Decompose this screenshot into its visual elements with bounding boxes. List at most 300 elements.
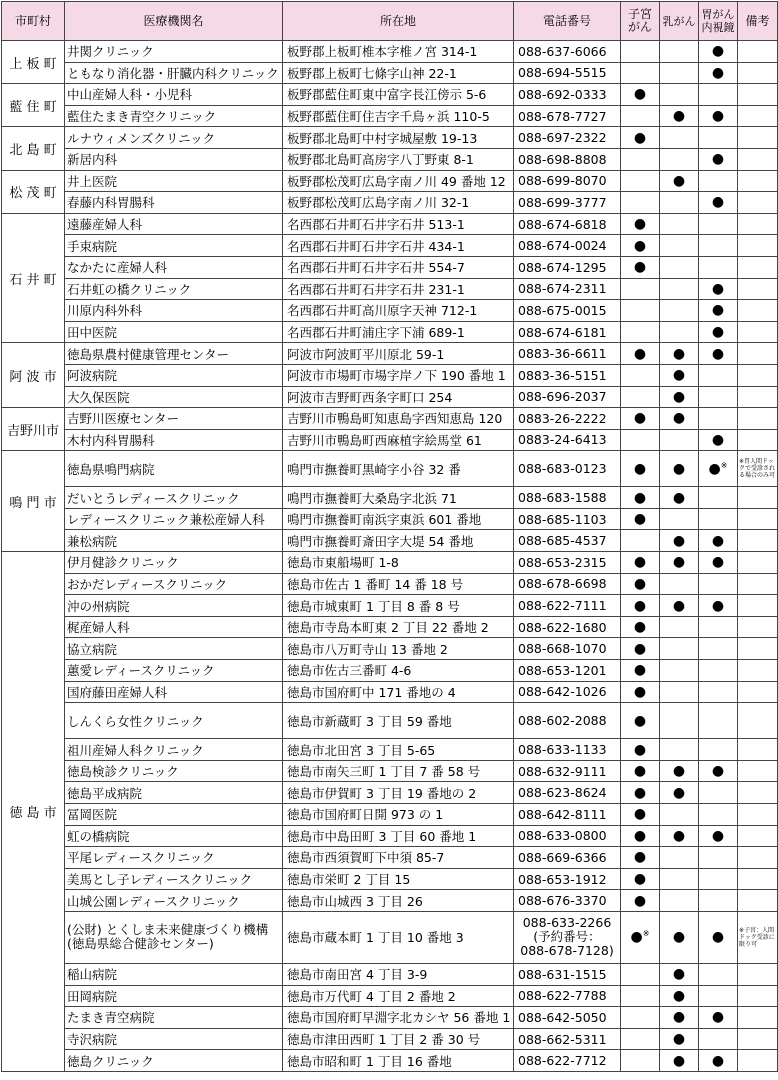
breast-mark — [660, 703, 699, 739]
phone-number: 088-631-1515 — [514, 963, 621, 985]
cervical-mark — [621, 451, 660, 487]
breast-mark — [660, 681, 699, 703]
gastro-mark — [699, 300, 738, 322]
institution-name: 沖の州病院 — [65, 595, 283, 617]
breast-mark — [660, 343, 699, 365]
note-cell: ※胃人間ドックで受診される場合のみ可 — [738, 451, 778, 487]
address: 徳島市伊賀町 3 丁目 19 番地の 2 — [283, 782, 514, 804]
breast-mark — [660, 739, 699, 761]
note-cell — [738, 1050, 778, 1072]
municipality-cell: 吉野川市 — [2, 408, 65, 451]
institution-name: 遠藤産婦人科 — [65, 213, 283, 235]
address: 名西郡石井町石井字石井 513-1 — [283, 213, 514, 235]
institution-name: 木村内科胃腸科 — [65, 429, 283, 451]
address: 板野郡北島町中村字城屋敷 19-13 — [283, 127, 514, 149]
address: 徳島市国府町早淵字北カシヤ 56 番地 1 — [283, 1007, 514, 1029]
cervical-mark — [621, 638, 660, 660]
table-row — [2, 192, 778, 214]
institution-name: 国府藤田産婦人科 — [65, 681, 283, 703]
mark-dot: ● — [672, 1052, 686, 1069]
gastro-mark — [699, 213, 738, 235]
institution-name: たまき青空病院 — [65, 1007, 283, 1029]
institution-name: 手束病院 — [65, 235, 283, 257]
phone-number: 0883-26-2222 — [514, 408, 621, 430]
phone-number: 088-678-7727 — [514, 105, 621, 127]
breast-mark — [660, 804, 699, 826]
institution-name: 川原内科外科 — [65, 300, 283, 322]
gastro-mark — [699, 256, 738, 278]
table-row — [2, 1028, 778, 1050]
mark-dot: ● — [711, 151, 725, 168]
breast-mark — [660, 868, 699, 890]
note-cell — [738, 364, 778, 386]
table-row — [2, 105, 778, 127]
gastro-mark — [699, 616, 738, 638]
breast-mark — [660, 985, 699, 1007]
note-cell — [738, 530, 778, 552]
note-cell — [738, 408, 778, 430]
institution-name: 兼松病院 — [65, 530, 283, 552]
table-row — [2, 595, 778, 617]
mark-dot: ● — [633, 554, 647, 571]
breast-mark — [660, 638, 699, 660]
cervical-mark — [621, 703, 660, 739]
note-cell — [738, 573, 778, 595]
gastro-mark — [699, 638, 738, 660]
table-row — [2, 278, 778, 300]
table-row — [2, 638, 778, 660]
breast-mark — [660, 256, 699, 278]
cervical-mark — [621, 573, 660, 595]
table-row — [2, 782, 778, 804]
cervical-mark — [621, 105, 660, 127]
gastro-mark — [699, 321, 738, 343]
institution-name: 徳島県農村健康管理センター — [65, 343, 283, 365]
cervical-mark — [621, 170, 660, 192]
address: 徳島市北田宮 3 丁目 5-65 — [283, 739, 514, 761]
breast-mark — [660, 573, 699, 595]
institution-name: 春藤内科胃腸科 — [65, 192, 283, 214]
address: 板野郡北島町高房字八丁野東 8-1 — [283, 148, 514, 170]
gastro-mark — [699, 364, 738, 386]
municipality-cell: 阿 波 市 — [2, 343, 65, 408]
municipality-cell: 上 板 町 — [2, 41, 65, 84]
header-municipality: 市町村 — [2, 2, 65, 41]
phone-number: 0883-36-6611 — [514, 343, 621, 365]
phone-number: 088-694-5515 — [514, 62, 621, 84]
table-row — [2, 343, 778, 365]
note-cell — [738, 638, 778, 660]
address: 吉野川市鴨島町知恵島字西知恵島 120 — [283, 408, 514, 430]
institution-name: 吉野川医療センター — [65, 408, 283, 430]
address: 板野郡藍住町住吉字千鳥ヶ浜 110-5 — [283, 105, 514, 127]
table-row — [2, 552, 778, 574]
gastro-mark — [699, 192, 738, 214]
note-cell — [738, 660, 778, 682]
address: 徳島市八万町寺山 13 番地 2 — [283, 638, 514, 660]
breast-mark — [660, 595, 699, 617]
table-row — [2, 256, 778, 278]
gastro-mark — [699, 1028, 738, 1050]
gastro-mark — [699, 170, 738, 192]
mark-dot: ● — [711, 763, 725, 780]
table-row — [2, 213, 778, 235]
gastro-mark — [699, 1050, 738, 1072]
address: 板野郡松茂町広島字南ノ川 32-1 — [283, 192, 514, 214]
gastro-mark — [699, 703, 738, 739]
mark-dot: ● — [633, 86, 647, 103]
cervical-mark — [621, 825, 660, 847]
cervical-mark — [621, 660, 660, 682]
breast-mark — [660, 552, 699, 574]
note-cell — [738, 386, 778, 408]
cervical-mark — [621, 148, 660, 170]
note-cell — [738, 703, 778, 739]
mark-dot: ● — [672, 172, 686, 189]
table-row — [2, 963, 778, 985]
gastro-mark — [699, 1007, 738, 1029]
mark-dot: ● — [633, 712, 647, 729]
table-row — [2, 364, 778, 386]
cervical-mark — [621, 681, 660, 703]
cervical-mark — [621, 595, 660, 617]
address: 徳島市国府町中 171 番地の 4 — [283, 681, 514, 703]
address: 名西郡石井町浦庄字下浦 689-1 — [283, 321, 514, 343]
address: 板野郡松茂町広島字南ノ川 49 番地 12 — [283, 170, 514, 192]
phone-number: 088-622-1680 — [514, 616, 621, 638]
mark-dot: ● — [633, 763, 647, 780]
address: 吉野川市鴨島町西麻植字絵馬堂 61 — [283, 429, 514, 451]
table-row — [2, 41, 778, 63]
institution-name: 新居内科 — [65, 148, 283, 170]
note-cell — [738, 782, 778, 804]
gastro-mark — [699, 573, 738, 595]
gastro-mark — [699, 825, 738, 847]
table-row — [2, 847, 778, 869]
mark-dot: ● — [672, 460, 686, 477]
note-cell — [738, 105, 778, 127]
mark-dot: ● — [672, 108, 686, 125]
note-cell — [738, 681, 778, 703]
note-cell — [738, 429, 778, 451]
table-row — [2, 84, 778, 106]
cervical-mark — [621, 1050, 660, 1072]
address: 鳴門市撫養町斎田字大堤 54 番地 — [283, 530, 514, 552]
cervical-mark — [621, 760, 660, 782]
table-row — [2, 386, 778, 408]
gastro-mark — [699, 985, 738, 1007]
mark-dot: ● — [711, 827, 725, 844]
gastro-mark — [699, 890, 738, 912]
mark-dot: ● — [711, 194, 725, 211]
mark-dot: ● — [711, 43, 725, 60]
breast-mark — [660, 451, 699, 487]
mark-dot: ● — [633, 784, 647, 801]
header-breast: 乳がん — [660, 2, 699, 41]
phone-number: 088-602-2088 — [514, 703, 621, 739]
note-cell — [738, 127, 778, 149]
cervical-mark — [621, 84, 660, 106]
breast-mark — [660, 235, 699, 257]
mark-dot: ● — [672, 763, 686, 780]
mark-dot: ● — [711, 302, 725, 319]
table-row — [2, 616, 778, 638]
note-cell — [738, 508, 778, 530]
breast-mark — [660, 660, 699, 682]
address: 名西郡石井町石井字石井 554-7 — [283, 256, 514, 278]
table-row — [2, 451, 778, 487]
institution-name: 冨岡医院 — [65, 804, 283, 826]
cervical-mark — [621, 963, 660, 985]
address: 徳島市南矢三町 1 丁目 7 番 58 号 — [283, 760, 514, 782]
institution-name: 田中医院 — [65, 321, 283, 343]
cervical-mark — [621, 364, 660, 386]
mark-dot: ● — [633, 683, 647, 700]
breast-mark — [660, 429, 699, 451]
mark-dot: ● — [633, 410, 647, 427]
gastro-mark — [699, 62, 738, 84]
cervical-mark — [621, 782, 660, 804]
mark-dot: ● — [633, 640, 647, 657]
mark-dot: ● — [711, 597, 725, 614]
institution-name: 山城公園レディースクリニック — [65, 890, 283, 912]
institution-name: 阿波病院 — [65, 364, 283, 386]
phone-number: 088-653-1912 — [514, 868, 621, 890]
phone-number: 088-622-7712 — [514, 1050, 621, 1072]
mark-dot: ● — [633, 806, 647, 823]
mark-dot: ● — [633, 489, 647, 506]
breast-mark — [660, 386, 699, 408]
table-row — [2, 1050, 778, 1072]
header-institution: 医療機関名 — [65, 2, 283, 41]
cervical-mark — [621, 256, 660, 278]
address: 徳島市南田宮 4 丁目 3-9 — [283, 963, 514, 985]
phone-number: 088-642-8111 — [514, 804, 621, 826]
table-row — [2, 148, 778, 170]
cervical-mark — [621, 213, 660, 235]
clinic-table — [1, 1, 778, 1072]
institution-name: 石井虹の橋クリニック — [65, 278, 283, 300]
phone-number: 088-696-2037 — [514, 386, 621, 408]
institution-name: 寺沢病院 — [65, 1028, 283, 1050]
table-row — [2, 530, 778, 552]
address: 徳島市国府町日開 973 の 1 — [283, 804, 514, 826]
municipality-cell: 北 島 町 — [2, 127, 65, 170]
phone-number: 088-623-8624 — [514, 782, 621, 804]
table-row — [2, 739, 778, 761]
mark-dot: ● — [633, 575, 647, 592]
phone-number: 088-668-1070 — [514, 638, 621, 660]
mark-dot: ● — [711, 345, 725, 362]
phone-number: 088-674-0024 — [514, 235, 621, 257]
cervical-mark — [621, 985, 660, 1007]
mark-dot: ● — [633, 827, 647, 844]
table-body — [2, 41, 778, 1072]
mark-dot: ● — [633, 597, 647, 614]
phone-number: 088-685-4537 — [514, 530, 621, 552]
cervical-mark — [621, 41, 660, 63]
address: 徳島市昭和町 1 丁目 16 番地 — [283, 1050, 514, 1072]
address: 徳島市新蔵町 3 丁目 59 番地 — [283, 703, 514, 739]
phone-number: 088-692-0333 — [514, 84, 621, 106]
institution-name: しんくら女性クリニック — [65, 703, 283, 739]
note-cell — [738, 847, 778, 869]
phone-number: 088-662-5311 — [514, 1028, 621, 1050]
address: 板野郡上板町七條字山神 22-1 — [283, 62, 514, 84]
gastro-mark — [699, 782, 738, 804]
cervical-mark — [621, 343, 660, 365]
cervical-mark — [621, 890, 660, 912]
phone-number: 088-678-6698 — [514, 573, 621, 595]
institution-name: 稲山病院 — [65, 963, 283, 985]
note-cell — [738, 343, 778, 365]
mark-dot: ● — [633, 460, 647, 477]
gastro-mark — [699, 343, 738, 365]
address: 名西郡石井町石井字石井 231-1 — [283, 278, 514, 300]
breast-mark — [660, 41, 699, 63]
institution-name: 祖川産婦人科クリニック — [65, 739, 283, 761]
address: 名西郡石井町高川原字天神 712-1 — [283, 300, 514, 322]
address: 徳島市津田西町 1 丁目 2 番 30 号 — [283, 1028, 514, 1050]
table-row — [2, 804, 778, 826]
gastro-mark — [699, 868, 738, 890]
institution-name: 虹の橋病院 — [65, 825, 283, 847]
note-cell — [738, 552, 778, 574]
cervical-mark — [621, 1007, 660, 1029]
header-cervical: 子宮 がん — [621, 2, 660, 41]
phone-number: 088-633-2266 (予約番号： 088-678-7128) — [514, 911, 621, 963]
municipality-cell: 徳 島 市 — [2, 552, 65, 1072]
address: 徳島市東船場町 1-8 — [283, 552, 514, 574]
phone-number: 0883-36-5151 — [514, 364, 621, 386]
table-row — [2, 825, 778, 847]
table-row — [2, 985, 778, 1007]
table-row — [2, 681, 778, 703]
mark-dot: ● — [633, 259, 647, 276]
institution-name: 協立病院 — [65, 638, 283, 660]
breast-mark — [660, 508, 699, 530]
note-cell — [738, 890, 778, 912]
phone-number: 0883-24-6413 — [514, 429, 621, 451]
gastro-mark — [699, 84, 738, 106]
gastro-mark — [699, 804, 738, 826]
mark-dot: ● — [633, 129, 647, 146]
gastro-mark — [699, 429, 738, 451]
phone-number: 088-653-2315 — [514, 552, 621, 574]
phone-number: 088-633-0800 — [514, 825, 621, 847]
institution-name: 田岡病院 — [65, 985, 283, 1007]
phone-number: 088-642-5050 — [514, 1007, 621, 1029]
table-row — [2, 62, 778, 84]
table-row — [2, 487, 778, 509]
cervical-mark — [621, 847, 660, 869]
gastro-mark — [699, 963, 738, 985]
phone-number: 088-674-2311 — [514, 278, 621, 300]
cervical-mark — [621, 868, 660, 890]
header-notes: 備考 — [738, 2, 778, 41]
breast-mark — [660, 616, 699, 638]
mark-dot: ● — [672, 367, 686, 384]
institution-name: 大久保医院 — [65, 386, 283, 408]
table-row — [2, 408, 778, 430]
cervical-mark — [621, 300, 660, 322]
note-cell — [738, 321, 778, 343]
municipality-cell: 鳴 門 市 — [2, 451, 65, 552]
breast-mark — [660, 760, 699, 782]
note-cell — [738, 804, 778, 826]
mark-dot: ● — [672, 929, 686, 946]
breast-mark — [660, 847, 699, 869]
note-cell — [738, 1028, 778, 1050]
institution-name: 蕙愛レディースクリニック — [65, 660, 283, 682]
institution-name: ルナウィメンズクリニック — [65, 127, 283, 149]
note-cell — [738, 739, 778, 761]
cervical-mark — [621, 1028, 660, 1050]
mark-dot: ● — [630, 929, 643, 946]
breast-mark — [660, 278, 699, 300]
note-cell — [738, 62, 778, 84]
mark-dot: ● — [672, 489, 686, 506]
institution-name: ともなり消化器・肝臓内科クリニック — [65, 62, 283, 84]
mark-dot: ● — [672, 966, 686, 983]
mark-dot: ● — [633, 662, 647, 679]
note-cell — [738, 41, 778, 63]
table-row — [2, 300, 778, 322]
address: 阿波市市場町市場字岸ノ下 190 番地 1 — [283, 364, 514, 386]
cervical-mark — [621, 552, 660, 574]
mark-dot: ● — [633, 511, 647, 528]
cervical-mark — [621, 321, 660, 343]
breast-mark — [660, 364, 699, 386]
institution-name: 藍住たまき青空クリニック — [65, 105, 283, 127]
address: 阿波市阿波町平川原北 59-1 — [283, 343, 514, 365]
address: 徳島市栄町 2 丁目 15 — [283, 868, 514, 890]
breast-mark — [660, 127, 699, 149]
institution-name: なかたに産婦人科 — [65, 256, 283, 278]
gastro-mark — [699, 508, 738, 530]
institution-name: 平尾レディースクリニック — [65, 847, 283, 869]
breast-mark — [660, 148, 699, 170]
breast-mark — [660, 1028, 699, 1050]
gastro-mark — [699, 408, 738, 430]
address: 徳島市佐古 1 番町 14 番 18 号 — [283, 573, 514, 595]
note-cell — [738, 278, 778, 300]
institution-name: (公財) とくしま未来健康づくり機構 (徳島県総合健診センター) — [65, 911, 283, 963]
breast-mark — [660, 825, 699, 847]
gastro-mark — [699, 127, 738, 149]
cervical-mark — [621, 278, 660, 300]
gastro-mark — [699, 681, 738, 703]
note-cell — [738, 148, 778, 170]
phone-number: 088-676-3370 — [514, 890, 621, 912]
mark-dot: ● — [708, 460, 721, 477]
address: 徳島市万代町 4 丁目 2 番地 2 — [283, 985, 514, 1007]
breast-mark — [660, 408, 699, 430]
mark-dot: ● — [711, 532, 725, 549]
phone-number: 088-699-8070 — [514, 170, 621, 192]
mark-dot: ● — [672, 345, 686, 362]
address: 徳島市城東町 1 丁目 8 番 8 号 — [283, 595, 514, 617]
gastro-mark — [699, 530, 738, 552]
phone-number: 088-675-0015 — [514, 300, 621, 322]
gastro-mark — [699, 595, 738, 617]
phone-number: 088-632-9111 — [514, 760, 621, 782]
phone-number: 088-699-3777 — [514, 192, 621, 214]
phone-number: 088-674-6181 — [514, 321, 621, 343]
gastro-mark — [699, 660, 738, 682]
phone-number: 088-669-6366 — [514, 847, 621, 869]
phone-number: 088-683-1588 — [514, 487, 621, 509]
